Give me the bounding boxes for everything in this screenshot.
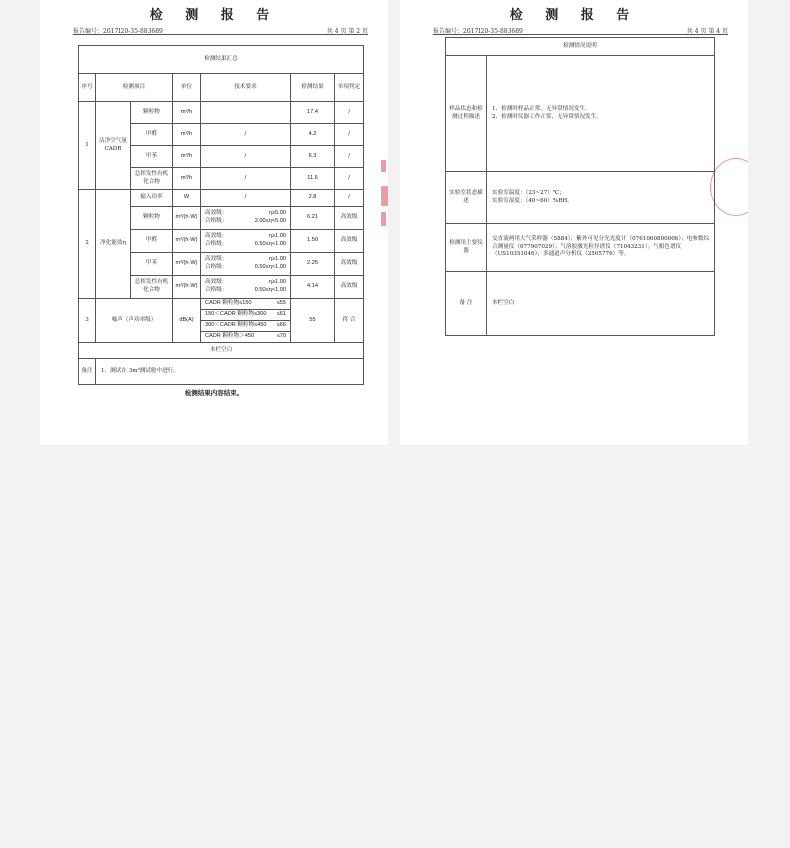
end-note: 检测结果内容结束。 (184, 389, 244, 397)
judgement-cell: 高效级 (335, 230, 364, 253)
result-cell: 4.2 (291, 124, 335, 146)
judgement-cell: / (335, 124, 364, 146)
criterion-limit: ≤61 (276, 311, 286, 318)
conditions-table (445, 37, 715, 336)
result-cell: 1.50 (291, 230, 335, 253)
unit-cell: m³/(h·W) (173, 207, 201, 230)
group-name: 净化能效η (96, 190, 131, 299)
header-requirement: 技术要求 (201, 74, 291, 102)
judgement-cell: / (335, 168, 364, 190)
table-row (79, 299, 364, 310)
table-row (446, 272, 715, 336)
header-divider (433, 34, 728, 35)
group-name: 洁净空气量CADR (96, 102, 131, 190)
grade-value: η≥5.00 (268, 210, 286, 217)
judgement-cell: / (335, 102, 364, 124)
blank-note: 本栏空白 (79, 343, 364, 359)
judgement-cell: / (335, 146, 364, 168)
header-seq: 序号 (79, 74, 96, 102)
grade-label: 高效级： (205, 210, 228, 217)
grade-value: η≥1.00 (268, 256, 286, 263)
table-row (79, 190, 364, 207)
sub-item: 甲苯 (131, 146, 173, 168)
grade-label: 合格级： (205, 287, 228, 293)
row-content: 本栏空白 (487, 272, 715, 336)
header-item: 检测项目 (96, 74, 173, 102)
seal-stamp (710, 158, 748, 216)
row-content (487, 56, 715, 172)
unit-cell: m³/h (173, 124, 201, 146)
group-seq: 3 (79, 299, 96, 343)
result-cell: 2.8 (291, 190, 335, 207)
remarks-label: 备注 (79, 359, 96, 385)
table-row (79, 102, 364, 124)
judgement-cell: 高效级 (335, 207, 364, 230)
grade-value: 0.50≤η<1.00 (254, 241, 286, 247)
row-content: 交直流两用大气采样器（5884）；紫外可见分光光度计（0761060800006）；电参数综合测量仪（077907029）；气溶胶激光粒径谱仪（71043231）；气相色谱仪（US10351046）；多通道声分析仪（2505776）等。 (487, 224, 715, 272)
report-title: 检 测 报 告 (149, 8, 279, 23)
group-name: 噪声（声功率级） (96, 299, 173, 343)
judgement-cell: / (335, 190, 364, 207)
table-row (446, 172, 715, 224)
noise-criterion (201, 332, 291, 343)
summary-title: 检测结果汇总 (79, 46, 364, 74)
content-line: 实验室温度：（23~27）℃； (492, 189, 565, 196)
result-cell: 6.21 (291, 207, 335, 230)
sub-item: 甲醛 (131, 230, 173, 253)
noise-criterion (201, 310, 291, 321)
requirement-cell (201, 253, 291, 276)
unit-cell: m³/(h·W) (173, 276, 201, 299)
report-number: 报告编号：2017I20-35-883689 (433, 28, 523, 35)
header-result: 检测结果 (291, 74, 335, 102)
table-row (446, 56, 715, 172)
result-cell: 17.4 (291, 102, 335, 124)
result-cell: 11.6 (291, 168, 335, 190)
group-seq: 2 (79, 190, 96, 299)
noise-criterion (201, 321, 291, 332)
grade-value: η≥1.00 (268, 279, 286, 286)
sub-item: 甲苯 (131, 253, 173, 276)
requirement-cell (201, 207, 291, 230)
judgement-cell: 高效级 (335, 276, 364, 299)
grade-label: 合格级： (205, 264, 228, 270)
criterion-text: CADR 颗粒物＞450 (205, 333, 255, 340)
grade-label: 合格级： (205, 218, 228, 224)
section-title: 检测情况说明 (446, 38, 715, 56)
row-label: 样品状态和检测过程描述 (446, 56, 487, 172)
criterion-limit: ≤55 (276, 300, 286, 307)
requirement-cell (201, 230, 291, 253)
report-title: 检 测 报 告 (509, 8, 639, 23)
criterion-text: CADR 颗粒物≤150 (205, 300, 252, 307)
row-content (487, 172, 715, 224)
unit-cell: m³/(h·W) (173, 253, 201, 276)
grade-value: η≥1.00 (268, 233, 286, 240)
requirement-cell: / (201, 124, 291, 146)
content-line: 2、检测时仪器工作正常，无异常情况发生。 (492, 113, 602, 120)
judgement-cell: 符 合 (335, 299, 364, 343)
row-label: 备 注 (446, 272, 487, 336)
grade-label: 高效级： (205, 233, 228, 240)
criterion-text: 150＜CADR 颗粒物≤300 (205, 311, 267, 318)
row-label: 实验室状态描述 (446, 172, 487, 224)
unit-cell: m³/h (173, 146, 201, 168)
unit-cell: m³/(h·W) (173, 230, 201, 253)
result-cell: 2.25 (291, 253, 335, 276)
judgement-cell: 高效级 (335, 253, 364, 276)
content-line: 1、检测时样品正常，无异常情况发生。 (492, 105, 591, 112)
seal-stamp-partial (377, 160, 388, 230)
sub-item: 总挥发性有机化合物 (131, 276, 173, 299)
requirement-cell (201, 276, 291, 299)
unit-cell: m³/h (173, 168, 201, 190)
grade-label: 高效级： (205, 279, 228, 286)
unit-cell: m³/h (173, 102, 201, 124)
content-line: 实验室湿度：（40~60）%RH。 (492, 197, 573, 204)
grade-value: 0.50≤η<1.00 (254, 287, 286, 293)
grade-label: 合格级： (205, 241, 228, 247)
header-divider (73, 34, 368, 35)
unit-cell: dB(A) (173, 299, 201, 343)
sub-item: 输入功率 (131, 190, 173, 207)
sub-item: 颗粒物 (131, 102, 173, 124)
grade-label: 高效级： (205, 256, 228, 263)
remarks-text: 1、测试在 3m³测试舱中进行。 (96, 359, 364, 385)
report-page-2 (40, 0, 388, 445)
table-row (446, 224, 715, 272)
sub-item: 颗粒物 (131, 207, 173, 230)
unit-cell: W (173, 190, 201, 207)
row-label: 检测用主要仪器 (446, 224, 487, 272)
results-table (78, 45, 364, 385)
report-page-4 (400, 0, 748, 445)
noise-criterion (201, 299, 291, 310)
result-cell: 6.3 (291, 146, 335, 168)
result-cell: 4.14 (291, 276, 335, 299)
requirement-cell: / (201, 190, 291, 207)
result-cell: 55 (291, 299, 335, 343)
page-info: 共 4 页 第 2 页 (326, 28, 368, 35)
requirement-cell: / (201, 146, 291, 168)
sub-item: 总挥发性有机化合物 (131, 168, 173, 190)
grade-value: 2.00≤η<5.00 (254, 218, 286, 224)
group-seq: 1 (79, 102, 96, 190)
header-judgement: 单项判定 (335, 74, 364, 102)
header-unit: 单位 (173, 74, 201, 102)
page-info: 共 4 页 第 4 页 (686, 28, 728, 35)
criterion-text: 300＜CADR 颗粒物≤450 (205, 322, 267, 329)
criterion-limit: ≤70 (276, 333, 286, 340)
requirement-cell: / (201, 168, 291, 190)
criterion-limit: ≤66 (276, 322, 286, 329)
grade-value: 0.50≤η<1.00 (254, 264, 286, 270)
sub-item: 甲醛 (131, 124, 173, 146)
requirement-cell (201, 102, 291, 124)
report-number: 报告编号：2017I20-35-883689 (73, 28, 163, 35)
